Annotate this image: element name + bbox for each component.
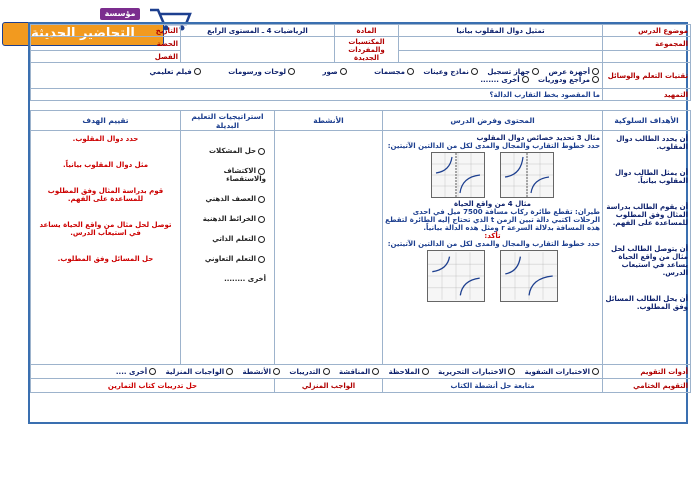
assessment-option[interactable]: الواجبات المنزلية (166, 368, 234, 376)
graph-1b (427, 250, 485, 302)
tool-option[interactable]: مراجع ودوريات (538, 76, 600, 84)
tools-label: تقنيات التعلم والوسائل (603, 63, 691, 89)
class-label: الفصل (31, 51, 181, 63)
evaluation-cell (31, 131, 181, 365)
strategy-item[interactable]: أخرى ........ (224, 275, 266, 283)
checkbox-icon[interactable] (258, 196, 265, 203)
example-4-title: مثال 4 من واقع الحياة (454, 200, 531, 208)
checkbox-icon[interactable] (149, 368, 156, 375)
checkbox-icon[interactable] (407, 68, 414, 75)
tool-option[interactable]: أجهزة عرض (548, 68, 600, 76)
checkbox-icon[interactable] (226, 368, 233, 375)
objective-item: أن يحل الطالب المسائل وفق المطلوب. (605, 295, 689, 311)
tool-option[interactable]: نماذج وعينات (423, 68, 479, 76)
tool-option[interactable]: أخرى ....... (480, 76, 529, 84)
col-content: المحتوى وفرض الدرس (383, 111, 603, 131)
subject-label: المادة (335, 25, 399, 37)
checkbox-icon[interactable] (323, 368, 330, 375)
check-label: تأكد: (484, 232, 501, 240)
example-4-text: طيران: تقطع طائرة ركاب مسافة 7500 ميل في احدى الرحلات اكتبي دالة تبين الزمن t الذي تحتاج إليه الطائرة لتقطع هذه المسافة بدلالة السرعة r ومثل هذه الدالة بيانياً. (385, 208, 601, 232)
assessment-label: أدوات التقويم (603, 365, 691, 379)
objectives-cell (603, 131, 691, 365)
evaluation-item: قوم بدراسة المثال وفق المطلوب للمساعدة على الفهم. (47, 187, 164, 203)
assessment-option[interactable]: المناقشة (339, 368, 380, 376)
date-label: التاريخ (31, 25, 181, 37)
example-3-graphs (385, 150, 600, 200)
checkbox-icon[interactable] (273, 368, 280, 375)
assessment-option[interactable]: الاختبارات التحريرية (438, 368, 516, 376)
checkbox-icon[interactable] (471, 68, 478, 75)
strategy-item[interactable]: الخرائط الذهنية (183, 215, 266, 223)
example-3-task: حدد خطوط التقارب والمجال والمدى لكل من الدالتين الآتيتين: (387, 142, 601, 150)
checkbox-icon[interactable] (522, 76, 529, 83)
strategies-cell (181, 131, 275, 365)
tools-row-1 (33, 68, 600, 76)
checkbox-icon[interactable] (592, 68, 599, 75)
graph-b (431, 152, 485, 198)
group-value (399, 37, 603, 51)
checkbox-icon[interactable] (258, 148, 265, 155)
tool-option[interactable]: لوحات ورسومات (228, 68, 296, 76)
tool-option[interactable]: صور (322, 68, 347, 76)
col-evaluation: تقييم الهدف (31, 111, 181, 131)
col-activities: الأنشطة (275, 111, 383, 131)
checkbox-icon[interactable] (258, 216, 265, 223)
col-objectives: الأهداف السلوكية (603, 111, 691, 131)
col-strategies: استراتيجيات التعليم البديلة (181, 111, 275, 131)
tool-option[interactable]: مجسمات (374, 68, 415, 76)
tools-options (31, 63, 603, 89)
strategy-item[interactable]: التعلم الذاتي (183, 235, 266, 243)
vocab-value (181, 37, 335, 63)
strategy-item[interactable]: التعلم التعاوني (183, 255, 266, 263)
homework-value: حل تدريبات كتاب التمارين (31, 379, 275, 393)
assessment-option[interactable]: التدريبات (289, 368, 330, 376)
checkbox-icon[interactable] (592, 76, 599, 83)
check-graphs (385, 248, 600, 304)
lesson-topic-label: موضوع الدرس (603, 25, 691, 37)
strategy-item[interactable]: العصف الذهني (183, 195, 266, 203)
strategy-item[interactable]: حل المشكلات (183, 147, 266, 155)
assessment-option[interactable]: الأنشطة (243, 368, 281, 376)
evaluation-item: مثل دوال المقلوب بيانياً. (62, 161, 149, 169)
evaluation-item: حل المسائل وفق المطلوب. (57, 255, 154, 263)
activities-cell (275, 131, 383, 365)
evaluation-item: حدد دوال المقلوب. (72, 135, 139, 143)
objective-item: أن يتوصل الطالب لحل مثال من واقع الحياة يساعد في استيعاب الدرس. (611, 245, 689, 277)
homework-label: الواجب المنزلي (275, 379, 383, 393)
assessment-option[interactable]: الاختبارات الشفوية (525, 368, 600, 376)
tool-option[interactable]: جهاز تسجيل (487, 68, 540, 76)
period-label: الحصة (31, 37, 181, 51)
checkbox-icon[interactable] (288, 68, 295, 75)
checkbox-icon[interactable] (372, 368, 379, 375)
assessment-option[interactable]: أخرى .... (116, 368, 157, 376)
tool-option[interactable]: فيلم تعليمي (149, 68, 201, 76)
graph-a (500, 152, 554, 198)
evaluation-item: توصل لحل مثال من واقع الحياة يساعد في استيعاب الدرس. (39, 221, 172, 237)
checkbox-icon[interactable] (340, 68, 347, 75)
lesson-topic: تمثيل دوال المقلوب بيانيا (399, 25, 603, 37)
group-label: المجموعة (603, 37, 691, 51)
checkbox-icon[interactable] (258, 168, 265, 175)
checkbox-icon[interactable] (592, 368, 599, 375)
intro-text: ما المقصود بخط التقارب الدالة؟ (31, 89, 603, 101)
lesson-plan-sheet (28, 22, 688, 424)
example-3-title: مثال 3 تحديد خصائص دوال المقلوب (476, 134, 601, 142)
final-label: التقويم الختامي (603, 379, 691, 393)
subject-value: الرياضيات 4 ـ المستوى الرابع (181, 25, 335, 37)
checkbox-icon[interactable] (258, 236, 265, 243)
content-cell (383, 131, 603, 365)
assessment-option[interactable]: الملاحظة (389, 368, 430, 376)
checkbox-icon[interactable] (422, 368, 429, 375)
graph-1a (500, 250, 558, 302)
tools-row-2 (33, 76, 600, 84)
checkbox-icon[interactable] (532, 68, 539, 75)
objective-item: أن يحدد الطالب دوال المقلوب. (616, 135, 689, 151)
intro-label: التمهيد (603, 89, 691, 101)
lesson-plan-table (30, 24, 691, 393)
strategy-item[interactable]: الاكتشاف والاستقصاء (223, 167, 266, 183)
logo-top-text: مؤسسة (100, 8, 140, 20)
objective-item: أن يقوم الطالب بدراسة المثال وفق المطلوب للمساعدة على الفهم. (606, 203, 689, 227)
checkbox-icon[interactable] (508, 368, 515, 375)
vocab-label: المكتسبات والمفردات الجديدة (335, 37, 399, 63)
final-follow: متابعة حل أنشطة الكتاب (383, 379, 603, 393)
objective-item: أن يمثل الطالب دوال المقلوب بيانياً. (614, 169, 689, 185)
check-task: حدد خطوط التقارب والمجال والمدى لكل من الدالتين الآتيتين: (387, 240, 601, 248)
checkbox-icon[interactable] (194, 68, 201, 75)
assessment-options (31, 365, 603, 379)
checkbox-icon[interactable] (258, 256, 265, 263)
logo-main-text: التحاضير الحديثة (2, 22, 164, 46)
